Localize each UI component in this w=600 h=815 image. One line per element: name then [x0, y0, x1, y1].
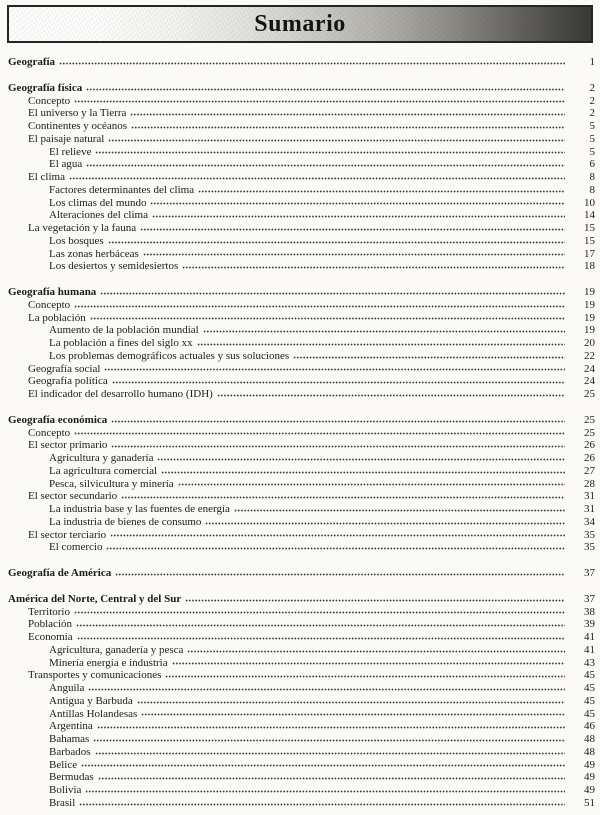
dot-leader	[205, 521, 565, 525]
toc-entry-label: Geografía física	[8, 81, 83, 94]
toc-entry-page: 5	[589, 145, 595, 158]
dot-leader	[141, 713, 565, 717]
toc-entry-label: América del Norte, Central y del Sur	[8, 592, 182, 605]
toc-entry	[8, 708, 595, 721]
dot-leader	[88, 687, 565, 691]
toc-entry-label: Geografía humana	[8, 286, 97, 298]
toc-entry-label: Antillas Holandesas	[49, 707, 138, 720]
dot-leader	[106, 546, 565, 550]
toc-entry	[8, 682, 595, 695]
dot-leader	[79, 802, 565, 806]
dot-leader	[95, 751, 565, 755]
toc-entry	[8, 299, 595, 312]
dot-leader	[111, 419, 565, 423]
toc-entry-page: 34	[584, 515, 595, 528]
toc-entry-label: Los climas del mundo	[49, 196, 147, 209]
toc-entry-page: 41	[584, 631, 595, 643]
toc-entry-label: Continentes y océanos	[28, 120, 127, 132]
toc-entry	[8, 631, 595, 644]
toc-entry-page: 2	[589, 81, 595, 94]
toc-entry-page: 31	[584, 490, 595, 503]
toc-entry-label: Aumento de la población mundial	[49, 324, 199, 337]
toc-entry-label: Transportes y comunicaciones	[28, 669, 162, 682]
toc-entry-label: La industria de bienes de consumo	[49, 515, 202, 528]
toc-entry-page: 35	[584, 528, 595, 541]
dot-leader	[112, 380, 565, 384]
toc-entry	[8, 184, 595, 197]
toc-entry-page: 8	[589, 183, 595, 196]
toc-entry	[8, 427, 595, 440]
toc-entry-label: El sector secundario	[28, 490, 118, 503]
toc-entry	[8, 439, 595, 452]
toc-entry-page: 49	[584, 771, 595, 784]
toc-entry	[8, 120, 595, 133]
toc-entry-page: 51	[584, 796, 595, 809]
toc-entry-page: 19	[584, 311, 595, 324]
toc-entry-page: 48	[584, 733, 595, 745]
toc-entry	[8, 784, 595, 797]
toc-entry-label: Economía	[28, 631, 73, 643]
toc-entry	[8, 171, 595, 184]
toc-entry	[8, 618, 595, 631]
toc-entry-label: Las zonas herbáceas	[49, 247, 139, 260]
dot-leader	[81, 764, 565, 768]
toc-entry-page: 24	[584, 375, 595, 388]
toc-entry-label: Concepto	[28, 94, 71, 107]
toc-entry	[8, 222, 595, 235]
toc-entry-page: 15	[584, 234, 595, 247]
toc-entry	[8, 669, 595, 682]
toc-entry-page: 49	[584, 758, 595, 771]
dot-leader	[185, 598, 565, 602]
toc-entry-label: Bahamas	[49, 733, 90, 745]
dot-leader	[111, 444, 565, 448]
toc-entry	[8, 733, 595, 746]
dot-leader	[131, 125, 565, 129]
toc-entry-label: Bolivia	[49, 784, 82, 796]
toc-entry-label: Los desiertos y semidesiertos	[49, 260, 179, 273]
toc-entry-label: Minería energía e industria	[49, 656, 168, 669]
toc-entry-label: Brasil	[49, 796, 76, 809]
toc-entry-label: Factores determinantes del clima	[49, 183, 195, 196]
dot-leader	[217, 393, 565, 397]
toc-entry-page: 25	[584, 388, 595, 400]
dot-leader	[197, 342, 565, 346]
toc-entry-label: Concepto	[28, 298, 71, 311]
toc-entry-label: Geografía política	[28, 375, 108, 388]
toc-entry-page: 8	[589, 171, 595, 183]
dot-leader	[293, 355, 565, 359]
toc-entry-page: 49	[584, 784, 595, 796]
toc-entry	[8, 759, 595, 772]
dot-leader	[172, 662, 565, 666]
toc-entry-label: Agricultura, ganadería y pesca	[49, 643, 184, 656]
dot-leader	[161, 470, 565, 474]
toc-entry-page: 26	[584, 452, 595, 464]
toc-entry	[8, 107, 595, 120]
dot-leader	[98, 776, 565, 780]
toc-entry-page: 24	[584, 362, 595, 375]
toc-entry-label: Los problemas demográficos actuales y sus soluciones	[49, 349, 290, 362]
dot-leader	[77, 636, 565, 640]
toc-entry	[8, 695, 595, 708]
dot-leader	[90, 317, 565, 321]
dot-leader	[203, 329, 565, 333]
toc-entry-page: 46	[584, 720, 595, 733]
toc-entry-label: El universo y la Tierra	[28, 107, 127, 120]
toc-group	[8, 82, 595, 273]
toc-entry	[8, 56, 595, 69]
dot-leader	[234, 508, 565, 512]
toc-entry	[8, 248, 595, 261]
toc-entry-page: 45	[584, 707, 595, 720]
toc-entry-label: Territorio	[28, 605, 70, 618]
dot-leader	[157, 457, 565, 461]
dot-leader	[130, 112, 565, 116]
toc-entry-page: 25	[584, 413, 595, 426]
toc-entry-label: El agua	[49, 158, 83, 171]
dot-leader	[152, 214, 565, 218]
toc-entry-page: 43	[584, 656, 595, 669]
toc-entry	[8, 490, 595, 503]
toc-entry-label: Geografía de América	[8, 567, 112, 579]
toc-entry	[8, 388, 595, 401]
toc-entry-page: 37	[584, 567, 595, 579]
dot-leader	[86, 163, 565, 167]
dot-leader	[76, 623, 565, 627]
toc-entry-page: 19	[584, 298, 595, 311]
toc-entry	[8, 375, 595, 388]
dot-leader	[95, 151, 565, 155]
toc-entry-label: El sector terciario	[28, 528, 107, 541]
toc-entry-label: Barbados	[49, 745, 91, 758]
toc-entry	[8, 503, 595, 516]
toc-entry	[8, 606, 595, 619]
toc-entry	[8, 465, 595, 478]
toc-entry	[8, 235, 595, 248]
toc-entry	[8, 478, 595, 491]
toc-entry-page: 5	[589, 120, 595, 132]
toc-entry-page: 26	[584, 439, 595, 452]
toc-entry-page: 31	[584, 503, 595, 515]
dot-leader	[187, 649, 565, 653]
toc-entry-page: 6	[589, 158, 595, 171]
toc-entry-page: 22	[584, 349, 595, 362]
dot-leader	[178, 483, 565, 487]
toc-entry-page: 2	[589, 94, 595, 107]
toc-entry-page: 28	[584, 477, 595, 490]
dot-leader	[108, 138, 565, 142]
toc-entry-page: 18	[584, 260, 595, 273]
toc-entry-label: Concepto	[28, 426, 71, 439]
toc-entry	[8, 541, 595, 554]
toc-entry-page: 45	[584, 669, 595, 682]
toc-entry-page: 25	[584, 426, 595, 439]
toc-entry	[8, 363, 595, 376]
toc-group	[8, 286, 595, 401]
toc-entry	[8, 286, 595, 299]
dot-leader	[182, 265, 565, 269]
toc-entry-label: La población	[28, 311, 86, 324]
toc-entry	[8, 657, 595, 670]
toc-entry	[8, 567, 595, 580]
toc-entry	[8, 797, 595, 810]
toc-entry-page: 14	[584, 209, 595, 222]
toc-entry-label: El sector primario	[28, 439, 108, 452]
toc-entry-page: 20	[584, 337, 595, 349]
toc-entry-page: 37	[584, 592, 595, 605]
dot-leader	[143, 253, 565, 257]
page-title-banner	[7, 5, 593, 43]
dot-leader	[110, 534, 565, 538]
toc-entry-label: El clima	[28, 171, 65, 183]
toc-entry	[8, 644, 595, 657]
dot-leader	[97, 725, 565, 729]
toc-entry-label: Pesca, silvicultura y minería	[49, 477, 174, 490]
dot-leader	[150, 202, 565, 206]
toc-entry	[8, 197, 595, 210]
toc-entry-page: 5	[589, 132, 595, 145]
toc-page	[0, 5, 600, 815]
toc-entry-label: La industria base y las fuentes de energía	[49, 503, 230, 515]
toc-entry-label: El indicador del desarrollo humano (IDH)	[28, 388, 213, 400]
toc-entry-page: 10	[584, 196, 595, 209]
toc-entry-label: El relieve	[49, 145, 92, 158]
toc-entry-label: Anguila	[49, 682, 85, 694]
toc-entry	[8, 312, 595, 325]
toc-entry-label: Bermudas	[49, 771, 94, 784]
toc-entry-page: 17	[584, 247, 595, 260]
toc-entry	[8, 95, 595, 108]
dot-leader	[100, 291, 565, 295]
toc-entry	[8, 452, 595, 465]
dot-leader	[93, 738, 565, 742]
toc-group	[8, 567, 595, 580]
toc-entry	[8, 133, 595, 146]
toc-entry	[8, 324, 595, 337]
dot-leader	[85, 789, 565, 793]
toc-entry	[8, 158, 595, 171]
toc-entry	[8, 260, 595, 273]
toc-entry	[8, 350, 595, 363]
toc-entry	[8, 414, 595, 427]
dot-leader	[59, 61, 565, 65]
toc-entry-label: El comercio	[49, 541, 103, 554]
toc-entry-page: 2	[589, 107, 595, 120]
toc-entry-label: Agricultura y ganadería	[49, 452, 154, 464]
toc-entry-label: Geografía económica	[8, 413, 108, 426]
toc-entry	[8, 337, 595, 350]
toc-group	[8, 593, 595, 810]
dot-leader	[74, 100, 565, 104]
toc-entry-page: 15	[584, 222, 595, 234]
dot-leader	[121, 495, 565, 499]
dot-leader	[140, 227, 565, 231]
dot-leader	[74, 432, 565, 436]
toc-entry-label: La población a fines del siglo xx	[49, 337, 193, 349]
toc-entry-page: 39	[584, 618, 595, 631]
toc-entry-page: 48	[584, 745, 595, 758]
toc-entry	[8, 82, 595, 95]
toc-entry-label: Belice	[49, 758, 78, 771]
toc-entry-page: 38	[584, 605, 595, 618]
dot-leader	[74, 304, 565, 308]
toc-entry	[8, 720, 595, 733]
dot-leader	[137, 700, 565, 704]
toc-entry-label: Geografía social	[28, 362, 101, 375]
toc-entry-label: Argentina	[49, 720, 93, 733]
dot-leader	[74, 611, 565, 615]
toc-entry-label: El paisaje natural	[28, 132, 105, 145]
toc-group	[8, 56, 595, 69]
dot-leader	[104, 368, 565, 372]
toc-entry	[8, 209, 595, 222]
toc-entry-label: Población	[28, 618, 72, 631]
dot-leader	[69, 176, 565, 180]
dot-leader	[86, 87, 565, 91]
dot-leader	[108, 240, 565, 244]
toc-entry	[8, 146, 595, 159]
toc-entry-label: La agricultura comercial	[49, 464, 158, 477]
toc-entry-label: Alteraciones del clima	[49, 209, 148, 222]
toc-entry-page: 1	[589, 56, 595, 68]
toc-entry-page: 45	[584, 694, 595, 707]
dot-leader	[198, 189, 565, 193]
toc-entry-page: 19	[584, 324, 595, 337]
dot-leader	[115, 572, 565, 576]
toc-entry	[8, 529, 595, 542]
dot-leader	[165, 674, 565, 678]
toc-entry-label: La vegetación y la fauna	[28, 222, 137, 234]
toc-list	[0, 56, 600, 810]
toc-entry-page: 41	[584, 643, 595, 656]
toc-entry	[8, 746, 595, 759]
toc-entry-page: 19	[584, 286, 595, 298]
toc-entry-label: Los bosques	[49, 234, 104, 247]
page-title: Sumario	[254, 10, 346, 37]
toc-entry	[8, 593, 595, 606]
toc-entry-label: Geografía	[8, 56, 56, 68]
toc-entry	[8, 516, 595, 529]
toc-entry-page: 35	[584, 541, 595, 554]
toc-entry-page: 27	[584, 464, 595, 477]
toc-entry-label: Antigua y Barbuda	[49, 694, 133, 707]
toc-entry-page: 45	[584, 682, 595, 694]
toc-group	[8, 414, 595, 554]
toc-entry	[8, 771, 595, 784]
